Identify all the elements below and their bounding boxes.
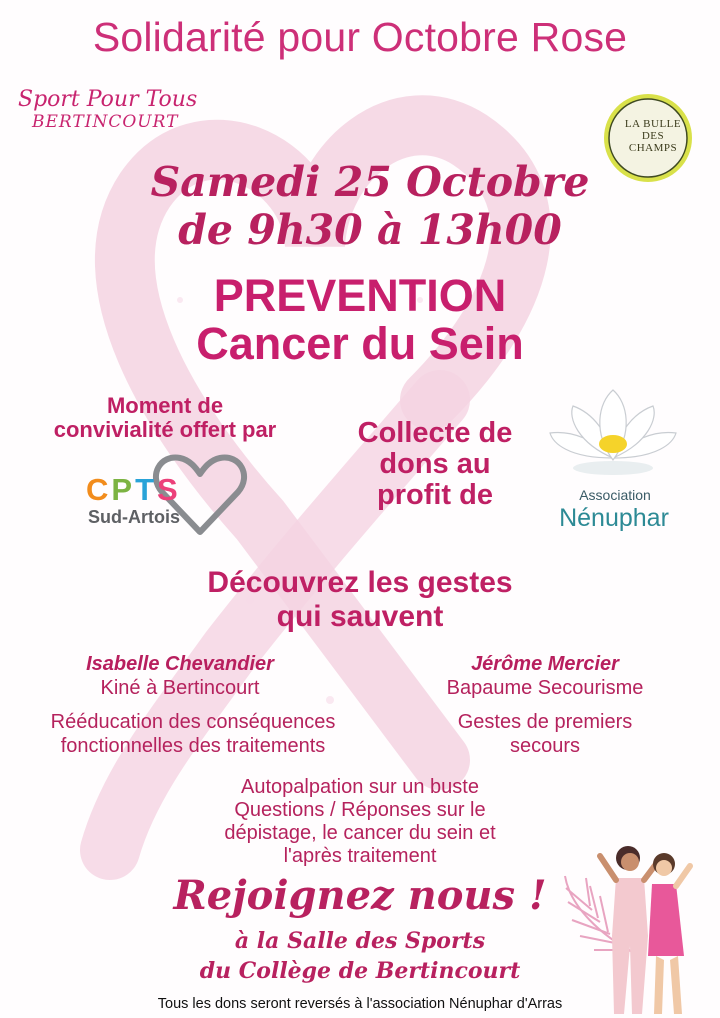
partner-logo-line3: CHAMPS xyxy=(628,142,678,154)
presenter-2-desc-line1: Gestes de premiers xyxy=(457,711,633,733)
cpts-letter-c: C xyxy=(86,472,112,507)
autopalpation-line2: Questions / Réponses sur le xyxy=(234,799,486,821)
moment-line1: Moment de xyxy=(106,393,224,418)
join-title: Rejoignez nous ! xyxy=(173,872,547,919)
autopalpation-line1: Autopalpation sur un buste xyxy=(241,776,479,798)
association-name: Nénuphar xyxy=(559,504,669,532)
collecte-line3: profit de xyxy=(377,479,493,511)
collecte-line2: dons au xyxy=(379,448,491,480)
presenter-1 xyxy=(0,652,360,700)
prevention-line2: Cancer du Sein xyxy=(196,318,524,369)
autopalpation-line4: l'après traitement xyxy=(283,845,437,867)
venue xyxy=(180,926,540,986)
cpts-letter-s: S xyxy=(157,472,181,507)
collecte-text xyxy=(330,418,540,511)
club-name: Sport Pour Tous xyxy=(18,87,198,112)
presenter-1-desc-line1: Rééducation des conséquences xyxy=(50,711,336,733)
presenter-2 xyxy=(395,652,695,700)
venue-line2: du Collège de Bertincourt xyxy=(199,958,521,984)
presenter-2-role: Bapaume Secourisme xyxy=(446,677,644,699)
prevention-heading xyxy=(120,272,600,368)
autopalpation-line3: dépistage, le cancer du sein et xyxy=(224,822,496,844)
gestes-line1: Découvrez les gestes xyxy=(207,566,513,599)
partner-logo-line2: DES xyxy=(641,130,665,142)
presenter-2-description xyxy=(395,710,695,758)
presenter-1-description xyxy=(0,710,386,758)
club-logo xyxy=(18,88,228,132)
presenter-2-desc-line2: secours xyxy=(509,735,581,757)
gestes-heading xyxy=(120,566,600,634)
page-title: Solidarité pour Octobre Rose xyxy=(92,14,628,60)
women-illustration xyxy=(560,836,720,1018)
cpts-subtitle: Sud-Artois xyxy=(88,507,180,527)
event-date-day: Samedi 25 Octobre xyxy=(150,158,590,206)
cpts-letter-t: T xyxy=(135,472,158,507)
gestes-line2: qui sauvent xyxy=(276,600,444,633)
prevention-line1: PREVENTION xyxy=(213,270,507,321)
association-label: Association xyxy=(579,487,651,503)
presenter-2-name: Jérôme Mercier xyxy=(471,653,619,675)
venue-line1: à la Salle des Sports xyxy=(234,928,486,954)
cpts-logo-letters xyxy=(86,472,181,508)
autopalpation-text xyxy=(160,776,560,868)
partner-logo-text xyxy=(618,118,688,154)
footer-note: Tous les dons seront reversés à l'association Nénuphar d'Arras xyxy=(157,996,563,1012)
presenter-1-name: Isabelle Chevandier xyxy=(86,653,274,675)
presenter-1-desc-line2: fonctionnelles des traitements xyxy=(60,735,326,757)
partner-logo-line1: LA BULLE xyxy=(624,118,682,130)
club-town: BERTINCOURT xyxy=(32,112,179,132)
moment-line2: convivialité offert par xyxy=(53,417,277,442)
event-date xyxy=(90,158,650,254)
water-lily-icon xyxy=(548,388,678,480)
cpts-letter-p: P xyxy=(111,472,136,507)
moment-text xyxy=(20,394,310,442)
event-time: de 9h30 à 13h00 xyxy=(178,206,562,254)
presenter-1-role: Kiné à Bertincourt xyxy=(100,677,260,699)
collecte-line1: Collecte de xyxy=(357,417,513,449)
